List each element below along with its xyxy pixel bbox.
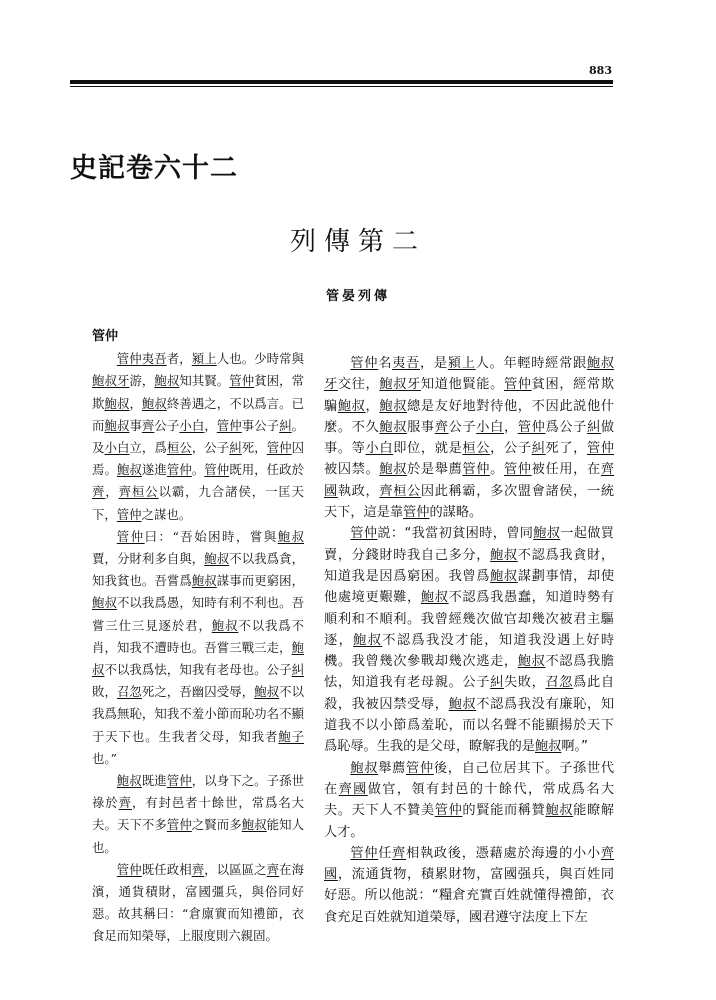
chapter-title: 列傳第二	[289, 227, 426, 257]
volume-title: 史記卷六十二	[70, 153, 238, 184]
text-run: 貧困，常欺	[92, 373, 305, 411]
proper-noun: 管仲	[116, 506, 142, 522]
proper-noun: 管仲	[406, 760, 434, 776]
text-run: 不認爲我愚蠢，知道時勢有順利和不順利。我曾經幾次做官却幾次被君主驅逐，	[324, 590, 615, 648]
text-run: 。	[191, 462, 205, 478]
proper-noun: 管仲	[503, 462, 532, 478]
paragraph	[92, 526, 304, 770]
proper-noun: 齊國	[324, 845, 615, 883]
text-run: 説：“我當初貧困時，曾同	[377, 526, 534, 542]
text-run: ，以區區之	[204, 861, 267, 877]
text-run: 之謀也。	[141, 506, 192, 522]
proper-noun: 齊國	[324, 462, 615, 499]
text-run: 爲此自殺，我被囚禁受辱，	[324, 675, 615, 712]
text-run: ，	[503, 419, 518, 435]
text-run: 貧困，經常欺騙	[324, 377, 615, 414]
proper-noun: 鮑叔	[104, 417, 130, 433]
text-run: ，是	[419, 356, 448, 371]
text-run: 不以我爲愚，知時有利不利也。吾嘗三仕三見逐於君，	[92, 595, 305, 633]
proper-noun: 鮑叔	[211, 617, 239, 633]
proper-noun: 鮑叔	[448, 696, 477, 712]
text-run: ，	[204, 417, 217, 433]
text-run: 以霸，九合諸侯，一匡天下，	[92, 484, 305, 522]
text-run: 不認爲我貪財，知道我是因爲窮困。我曾爲	[324, 547, 615, 584]
text-run: 也。”	[92, 750, 117, 766]
paragraph	[324, 353, 614, 523]
proper-noun: 鮑叔	[379, 462, 408, 478]
proper-noun: 鮑叔牙	[379, 377, 421, 393]
proper-noun: 鮑叔	[204, 551, 230, 567]
proper-noun: 管仲	[350, 845, 379, 861]
proper-noun: 糾	[229, 440, 242, 456]
proper-noun: 齊	[434, 419, 449, 435]
text-run: 能瞭解人才。	[324, 803, 615, 840]
proper-noun: 鮑叔	[116, 773, 142, 789]
text-run: 於是舉薦	[407, 462, 463, 478]
proper-noun: 召忽	[116, 684, 142, 700]
proper-noun: 鮑叔	[116, 462, 142, 478]
section-heading: 管仲	[92, 329, 119, 344]
text-run: 死，	[241, 440, 267, 456]
subtitle: 管晏列傳	[325, 289, 390, 304]
text-run: ，以身下之。子孫世祿於	[92, 773, 305, 811]
text-run: 謀劃事情，却使他處境更艱難，	[324, 568, 615, 606]
header-rule-thick	[70, 80, 613, 84]
proper-noun: 小白	[365, 441, 394, 457]
text-run: ，公子	[490, 441, 532, 457]
proper-noun: 管仲	[517, 419, 546, 435]
proper-noun: 鮑叔牙	[92, 373, 130, 389]
text-run: 不以我爲怯，知我有老母也。公子	[104, 662, 292, 678]
text-run: 遂進	[141, 462, 167, 478]
paragraph	[324, 843, 614, 928]
text-run: 相執政後，憑藉處於海邊的小小	[406, 845, 601, 861]
text-run: 做事。等	[324, 419, 615, 457]
header-rule-thin	[70, 86, 613, 87]
text-run: 游，	[129, 373, 155, 389]
proper-noun: 鮑叔	[337, 398, 366, 414]
proper-noun: 鮑叔	[350, 760, 379, 776]
paragraph	[92, 859, 304, 948]
text-run: 既進	[141, 773, 167, 789]
text-run: 被任用，在	[531, 462, 601, 478]
text-run: 任	[378, 845, 393, 861]
text-run: 人。年輕時經常跟	[475, 356, 587, 371]
text-run: 在海濱，通貨積財，富國彊兵，與俗同好惡。故其稱曰：“倉廪實而知禮節，衣食足而知榮辱，上服度則六親固。	[92, 861, 305, 944]
text-run: 因此稱霸，多次盟會諸侯，一統天下，這是靠	[324, 483, 615, 521]
proper-noun: 糾	[279, 417, 292, 433]
proper-noun: 管仲	[503, 377, 532, 393]
text-run: 名	[378, 356, 393, 371]
text-run: 不認爲我膽怯，知道我有老母親。公子	[324, 654, 615, 691]
text-run: ，有封邑者十餘世，常爲名大夫。天下不多	[92, 795, 305, 833]
proper-noun: 管仲	[403, 505, 430, 521]
text-run: 交往，	[337, 377, 380, 393]
translation-column	[324, 353, 614, 928]
proper-noun: 鮑叔	[490, 547, 518, 563]
text-run: ，流通貨物，積累財物，富國强兵，與百姓同好惡。所以他説：“糧倉充實百姓就懂得禮節，衣食充足百姓就知道榮辱，國君遵守法度上下左	[324, 867, 615, 925]
proper-noun: 桓公	[393, 483, 421, 499]
proper-noun: 小白	[104, 440, 130, 456]
proper-noun: 鮑叔牙	[324, 356, 615, 393]
text-run: 失敗，	[503, 675, 546, 691]
proper-noun: 鮑叔	[353, 632, 383, 648]
text-run: 謀事而更窮困，	[216, 573, 305, 589]
proper-noun: 管仲	[166, 462, 192, 478]
proper-noun: 管仲	[204, 462, 230, 478]
text-run: 。	[490, 462, 504, 478]
proper-noun: 鮑叔	[104, 395, 130, 411]
text-run: 既任政相	[141, 861, 192, 877]
text-run: 賈，分財利多自與，	[92, 551, 205, 567]
text-run: 死之，吾幽囚受辱，	[141, 684, 255, 700]
proper-noun: 鮑叔	[490, 568, 518, 584]
text-run: 服事	[407, 419, 435, 435]
paragraph	[324, 523, 614, 757]
proper-noun: 鮑叔	[241, 817, 267, 833]
text-run: 爲公子	[545, 419, 588, 435]
text-run: 知其賢。	[179, 373, 230, 389]
proper-noun: 鮑叔	[379, 398, 408, 414]
text-run: 總是友好地對待他，不因此説他什麼。不久	[324, 398, 615, 435]
page-number: 883	[589, 64, 612, 77]
proper-noun: 小白	[476, 419, 504, 435]
proper-noun: 潁上	[191, 351, 217, 367]
text-run: ，	[129, 395, 142, 411]
text-run: 囚焉。	[92, 440, 305, 478]
text-run: 做官，領有封邑的十餘代，常成爲名大夫。天下人不贊美	[324, 781, 615, 819]
proper-noun: 齊	[266, 861, 280, 877]
proper-noun: 管仲	[116, 528, 145, 544]
proper-noun: 鮑叔	[420, 590, 449, 606]
text-run: 曰：“吾始困時，嘗與	[144, 528, 278, 544]
proper-noun: 管仲	[350, 526, 378, 542]
proper-noun: 鮑叔	[545, 803, 574, 819]
text-run: 後，自己位居其下。子孫世代在	[324, 760, 615, 797]
text-run: 。及	[92, 417, 305, 456]
proper-noun: 糾	[490, 675, 504, 691]
text-run: 知道他賢能。	[420, 377, 504, 393]
text-run: 公子	[154, 417, 180, 433]
proper-noun: 管仲	[587, 441, 615, 457]
proper-noun: 鮑叔	[533, 526, 561, 542]
text-run: 不以我爲貪，知我貧也。吾嘗爲	[92, 551, 305, 589]
proper-noun: 鮑叔	[191, 573, 217, 589]
text-run: 舉薦	[378, 760, 407, 776]
proper-noun: 齊國	[338, 781, 368, 797]
proper-noun: 鮑叔	[92, 595, 117, 611]
text-run: 執政，	[337, 483, 380, 499]
proper-noun: 潁上	[447, 356, 476, 371]
proper-noun: 鮑叔	[517, 654, 546, 670]
text-run: 之賢而多	[191, 817, 242, 833]
text-run: 不以我爲不肖，知我不遭時也。吾嘗三戰三走，	[92, 617, 305, 655]
proper-noun: 齊	[392, 845, 407, 861]
paragraph	[324, 758, 614, 843]
proper-noun: 鮑叔	[277, 528, 305, 544]
proper-noun: 夷吾	[141, 351, 167, 367]
proper-noun: 鮑叔	[141, 395, 167, 411]
proper-noun: 齊	[379, 483, 394, 499]
text-run: 公子	[448, 419, 477, 435]
proper-noun: 鮑叔	[535, 739, 562, 755]
proper-noun: 管仲	[116, 351, 142, 367]
classical-text-body	[92, 348, 304, 947]
text-run: 死了，	[545, 441, 588, 457]
proper-noun: 管仲	[166, 773, 192, 789]
proper-noun: 齊	[92, 484, 106, 500]
text-run: 被囚禁。	[324, 462, 380, 478]
text-run: 者，	[166, 351, 192, 367]
text-run: 不認爲我没有廉恥，知道我不以小節爲羞恥，而以名聲不能顯揚於天下爲恥辱。生我的是父母，瞭解我的是	[324, 696, 615, 755]
text-run: 敗，	[92, 684, 117, 700]
text-run: 一起做買賣，分錢財時我自己多分，	[324, 526, 614, 563]
paragraph	[92, 348, 304, 526]
text-run: 不認爲我没才能，知道我没遇上好時機。我曾幾次參戰却幾次逃走，	[324, 632, 615, 670]
proper-noun: 糾	[531, 441, 546, 457]
text-run: 能知人也。	[92, 817, 305, 855]
proper-noun: 小白	[179, 417, 205, 433]
proper-noun: 管仲	[116, 861, 142, 877]
proper-noun: 桓公	[462, 441, 491, 457]
text-run: 即位，就是	[393, 441, 463, 457]
proper-noun: 鮑叔	[254, 684, 280, 700]
proper-noun: 齊	[118, 795, 132, 811]
proper-noun: 召忽	[545, 675, 574, 691]
proper-noun: 鮑叔	[154, 373, 180, 389]
proper-noun: 齊	[191, 861, 205, 877]
text-run: 啊。”	[561, 739, 588, 755]
proper-noun: 管仲	[229, 373, 255, 389]
text-run: 不以我爲無恥，知我不羞小節而恥功名不顯于天下也。生我者父母，知我者	[92, 684, 305, 744]
text-run: 事公子	[241, 417, 280, 433]
text-run: 終善遇之，不以爲言。已而	[92, 395, 305, 433]
text-run: ，	[105, 484, 119, 500]
proper-noun: 鮑叔	[92, 639, 304, 678]
proper-noun: 鮑叔	[379, 419, 408, 435]
text-run: 立，爲	[129, 440, 167, 456]
proper-noun: 夷吾	[392, 356, 420, 371]
proper-noun: 桓公	[166, 440, 192, 456]
translation-text-body	[324, 353, 614, 928]
proper-noun: 桓公	[131, 484, 159, 500]
paragraph	[92, 770, 304, 859]
proper-noun: 管仲	[266, 440, 292, 456]
classical-text-column	[92, 326, 304, 948]
proper-noun: 糾	[587, 419, 601, 435]
proper-noun: 齊	[141, 417, 155, 433]
proper-noun: 管仲	[216, 417, 242, 433]
text-run: 事	[129, 417, 142, 433]
text-run: 人也。少時常與	[216, 351, 305, 367]
proper-noun: 管仲	[434, 803, 463, 819]
text-run: ，公子	[191, 440, 230, 456]
text-run: ，	[365, 398, 380, 414]
proper-noun: 鮑子	[278, 728, 305, 744]
proper-noun: 糾	[291, 662, 305, 678]
proper-noun: 管仲	[462, 462, 491, 478]
proper-noun: 齊	[118, 484, 132, 500]
proper-noun: 管仲	[166, 817, 192, 833]
proper-noun: 管仲	[350, 356, 379, 371]
text-run: 的謀略。	[429, 505, 483, 521]
text-run: 既用，任政於	[229, 462, 305, 478]
text-run: 的賢能而稱贊	[462, 803, 546, 819]
